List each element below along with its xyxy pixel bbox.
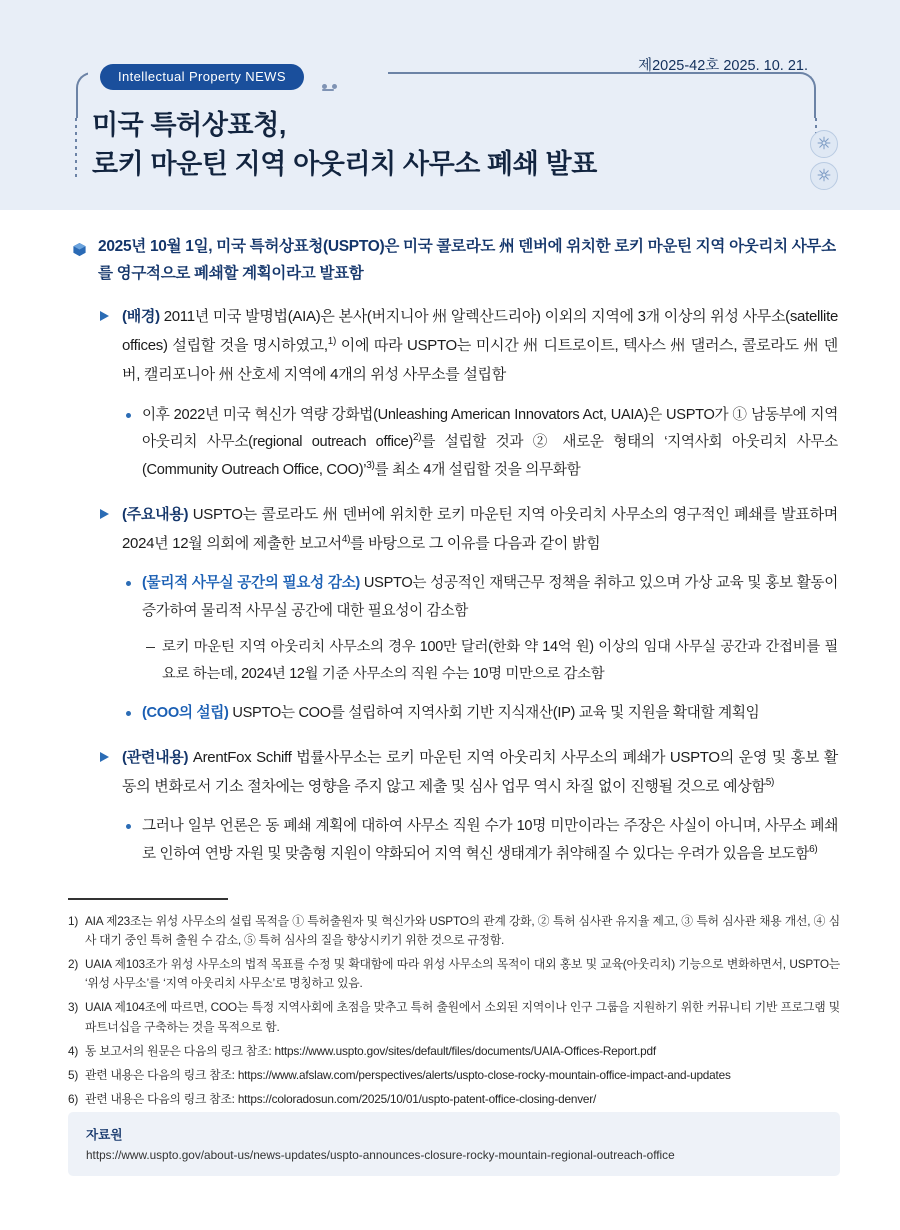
- item-text-background: 2011년 미국 발명법(AIA)은 본사(버지니아 州 알렉산드리아) 이외의 지역에 3개 이상의 위성 사무소(satellite offices) 설립할 것을 명시하였고,: [122, 308, 838, 355]
- footnote-ref-1[interactable]: 1): [327, 336, 336, 348]
- footnote-divider: [68, 898, 228, 900]
- footnote-number: 4): [68, 1043, 79, 1058]
- list-item-coo: [124, 700, 838, 728]
- news-badge: Intellectual Property NEWS: [100, 64, 304, 90]
- dot-bullet-icon-2: [126, 581, 131, 586]
- footnote-number: 6): [68, 1091, 79, 1106]
- item-text-main-content: USPTO는 콜로라도 州 덴버에 위치한 로키 마운틴 지역 아웃리치 사무소의 영구적인 폐쇄를 발표하며 2024년 12월 의회에 제출한 보고서: [122, 505, 838, 552]
- footnote-text: AIA 제23조는 위성 사무소의 설립 목적을 ① 특허출원자 및 혁신가와 USPTO의 관계 강화, ② 특허 심사관 유지율 제고, ③ 특허 심사관 채용 개선, ④ 심사 대기 중인 특허 출원 수 감소, ⑤ 특허 심사의 질을 향상시키기 위한 것으로 규정함.: [85, 914, 840, 948]
- item-text-cost: 로키 마운틴 지역 아웃리치 사무소의 경우 100만 달러(한화 약 14억 원) 이상의 임대 사무실 공간과 간접비를 필요로 하는데, 2024년 12월 기준 사무소의 직원 수는 10명 미만으로 감소함: [162, 638, 838, 682]
- item-label-main-content: (주요내용): [122, 505, 189, 523]
- item-label-coo: (COO의 설립): [142, 705, 229, 722]
- dash-dot: [322, 89, 334, 91]
- dash-bullet-icon: [146, 647, 155, 649]
- footnote-item: [68, 998, 840, 1036]
- item-text-uaia-2: 를 설립할 것과 ② 새로운 형태의 ‘지역사회 아웃리치 사무소(Community Outreach Office, COO)’: [142, 434, 838, 479]
- footnote-list: [68, 912, 840, 1114]
- item-text-related: ArentFox Schiff 법률사무소는 로키 마운틴 지역 아웃리치 사무소의 폐쇄가 USPTO의 운영 및 홍보 활동의 변화로서 기소 절차에는 영향을 주지 않고 제출 및 심사 업무 역시 차질 없이 진행될 것으로 예상함: [122, 748, 838, 795]
- triangle-bullet-icon-2: [100, 509, 109, 519]
- flower-icon-2: [810, 162, 838, 190]
- item-text-coo: USPTO는 COO를 설립하여 지역사회 기반 지식재산(IP) 교육 및 지원을 확대할 계획임: [228, 705, 760, 722]
- list-item-cost: [146, 634, 838, 688]
- footnote-item: [68, 1090, 840, 1109]
- list-item-office-space: [124, 570, 838, 625]
- footnote-text: UAIA 제103조가 위성 사무소의 법적 목표를 수정 및 확대함에 따라 위성 사무소의 목적이 대외 홍보 및 교육(아웃리치) 기능으로 변화하면서, USPTO는 ‘위성 사무소’를 ‘지역 아웃리치 사무소’로 명칭하고 있음.: [85, 957, 840, 991]
- item-label-background: (배경): [122, 308, 160, 326]
- footnote-number: 1): [68, 914, 79, 928]
- lead-paragraph: [72, 234, 840, 287]
- dotted-line-left: [75, 118, 77, 180]
- list-item-related: [100, 744, 838, 802]
- item-text-office-space: USPTO는 성공적인 재택근무 정책을 취하고 있으며 가상 교육 및 홍보 활동이 증가하여 물리적 사무실 공간에 대한 필요성이 감소함: [142, 575, 838, 620]
- dot-bullet-icon-4: [126, 824, 131, 829]
- footnote-text[interactable]: 동 보고서의 원문은 다음의 링크 참조: https://www.uspto.gov/sites/default/files/documents/UAIA-Offices-Report.pdf: [85, 1043, 656, 1058]
- footnote-text[interactable]: 관련 내용은 다음의 링크 참조: https://www.afslaw.com/perspectives/alerts/uspto-close-rocky-mountain-office-impact-and-updates: [85, 1067, 731, 1082]
- item-text-media: 그러나 일부 언론은 동 폐쇄 계획에 대하여 사무소 직원 수가 10명 미만이라는 주장은 사실이 아니며, 사무소 폐쇄로 인하여 연방 자원 및 맞춤형 지원이 약화되어 지역 혁신 생태계가 취약해질 수 있다는 우려가 있음을 보도함: [142, 818, 838, 863]
- flower-icon: [810, 130, 838, 158]
- item-text-main-content-2: 를 바탕으로 그 이유를 다음과 같이 밝힘: [350, 534, 601, 552]
- footnote-ref-6[interactable]: 6): [809, 844, 818, 856]
- hexagon-bullet-icon: [72, 240, 87, 255]
- issue-number: 제2025-42호 2025. 10. 21.: [638, 58, 808, 74]
- page-title-line1: 미국 특허상표청,: [92, 110, 286, 140]
- item-text-background-2: 이에 따라 USPTO는 미시간 州 디트로이트, 텍사스 州 댈러스, 콜로라도 州 덴버, 캘리포니아 州 산호세 지역에 4개의 위성 사무소를 설립함: [122, 337, 838, 383]
- header-inner: [0, 0, 900, 210]
- item-text-uaia-3: 를 최소 4개 설립할 것을 의무화함: [374, 462, 581, 479]
- footnote-item: [68, 1042, 840, 1061]
- article-body: [0, 210, 900, 869]
- dot-bullet-icon: [126, 413, 131, 418]
- list-item-uaia: [124, 402, 838, 485]
- list-item-media: [124, 813, 838, 868]
- triangle-bullet-icon-3: [100, 752, 109, 762]
- triangle-bullet-icon: [100, 311, 109, 321]
- header-band: [0, 0, 900, 210]
- page-title-line2: 로키 마운틴 지역 아웃리치 사무소 폐쇄 발표: [92, 149, 597, 180]
- item-label-office-space: (물리적 사무실 공간의 필요성 감소): [142, 575, 360, 592]
- source-label: 자료원: [86, 1128, 123, 1142]
- dot-decoration: [322, 76, 374, 82]
- footnote-number: 2): [68, 957, 79, 972]
- list-item-background: [100, 303, 838, 389]
- footnote-item: [68, 955, 840, 993]
- footnote-item: [68, 912, 840, 950]
- page-title: [92, 106, 597, 184]
- footnote-text[interactable]: 관련 내용은 다음의 링크 참조: https://coloradosun.com/2025/10/01/uspto-patent-office-closing-denver/: [85, 1091, 597, 1106]
- footnote-text: UAIA 제104조에 따르면, COO는 특정 지역사회에 초점을 맞추고 특허 출원에서 소외된 지역이나 인구 그룹을 지원하기 위한 커뮤니티 기반 프로그램 및 파트너십을 구축하는 것을 목적으로 함.: [85, 1000, 840, 1034]
- footnote-ref-2[interactable]: 2): [413, 432, 422, 444]
- footnote-number: 3): [68, 1000, 79, 1015]
- list-item-main-content: [100, 501, 838, 559]
- dot-bullet-icon-3: [126, 711, 131, 716]
- footnote-item: [68, 1066, 840, 1085]
- source-box: [68, 1112, 840, 1176]
- footnote-number: 5): [68, 1067, 79, 1082]
- item-label-related: (관련내용): [122, 748, 189, 766]
- item-text-uaia: 이후 2022년 미국 혁신가 역량 강화법(Unleashing American Innovators Act, UAIA)은 USPTO가 ① 남동부에 지역 아웃리치 사무소(regional outreach office): [142, 406, 838, 451]
- footnote-ref-5[interactable]: 5): [765, 776, 774, 788]
- lead-paragraph-text: 2025년 10월 1일, 미국 특허상표청(USPTO)은 미국 콜로라도 州 덴버에 위치한 로키 마운틴 지역 아웃리치 사무소를 영구적으로 폐쇄할 계획이라고 발표함: [98, 238, 836, 282]
- footnote-ref-4[interactable]: 4): [341, 533, 351, 545]
- source-url[interactable]: https://www.uspto.gov/about-us/news-updates/uspto-announces-closure-rocky-mountain-regional-outreach-office: [86, 1148, 675, 1162]
- footnote-ref-3[interactable]: 3): [366, 460, 375, 472]
